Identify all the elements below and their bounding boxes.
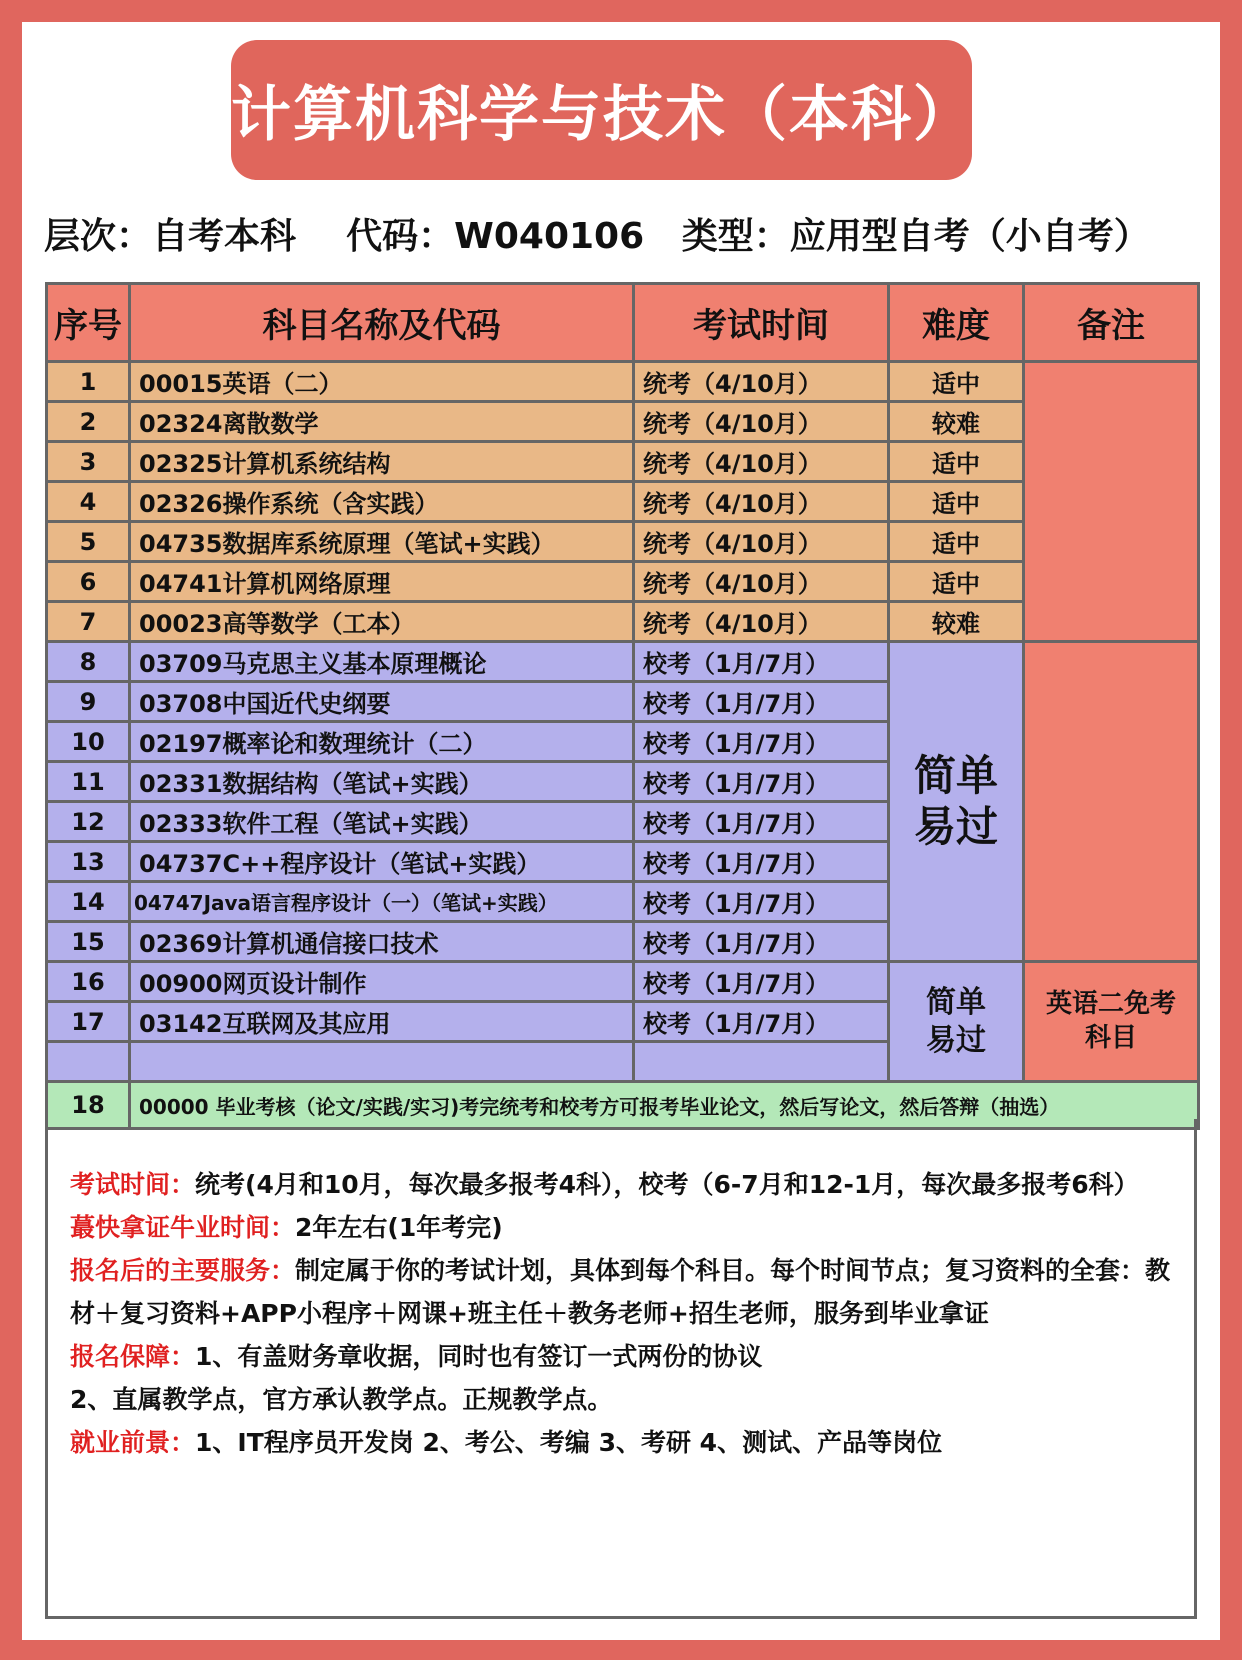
info-jobs: 就业前景：1、IT程序员开发岗 2、考公、考编 3、考研 4、测试、产品等岗位 xyxy=(70,1428,943,1457)
exam-time: 校考（1月/7月） xyxy=(634,922,889,962)
row-number: 16 xyxy=(47,962,130,1002)
course-name: 04741计算机网络原理 xyxy=(130,562,634,602)
row-number: 15 xyxy=(47,922,130,962)
row-number: 18 xyxy=(47,1082,130,1129)
row-number: 7 xyxy=(47,602,130,642)
row-number: 11 xyxy=(47,762,130,802)
exam-time: 校考（1月/7月） xyxy=(634,1002,889,1042)
difficulty: 较难 xyxy=(889,402,1024,442)
row-number: 17 xyxy=(47,1002,130,1042)
table-row xyxy=(47,642,1199,682)
exam-time: 统考（4/10月） xyxy=(634,402,889,442)
header-cell: 科目名称及代码 xyxy=(130,284,634,362)
row-number: 5 xyxy=(47,522,130,562)
page-title: 计算机科学与技术（本科） xyxy=(231,40,972,180)
course-name: 00015英语（二） xyxy=(130,362,634,402)
course-name: 04737C++程序设计（笔试+实践） xyxy=(130,842,634,882)
header-cell: 难度 xyxy=(889,284,1024,362)
exam-time: 校考（1月/7月） xyxy=(634,802,889,842)
row-number: 4 xyxy=(47,482,130,522)
exam-time: 统考（4/10月） xyxy=(634,442,889,482)
difficulty: 适中 xyxy=(889,562,1024,602)
course-name: 03708中国近代史纲要 xyxy=(130,682,634,722)
course-name: 00023高等数学（工本） xyxy=(130,602,634,642)
row-number: 6 xyxy=(47,562,130,602)
info-guarantee: 报名保障：1、有盖财务章收据，同时也有签订一式两份的协议 xyxy=(70,1342,763,1371)
header-cell: 序号 xyxy=(47,284,130,362)
difficulty: 适中 xyxy=(889,362,1024,402)
graduation-text: 00000 毕业考核（论文/实践/实习)考完统考和校考方可报考毕业论文，然后写论文，然后答辩（抽选） xyxy=(130,1082,1199,1129)
course-name: 02324离散数学 xyxy=(130,402,634,442)
remark-cell xyxy=(1024,642,1199,962)
course-name: 02197概率论和数理统计（二） xyxy=(130,722,634,762)
row-number: 2 xyxy=(47,402,130,442)
row-number: 9 xyxy=(47,682,130,722)
exam-time: 校考（1月/7月） xyxy=(634,682,889,722)
remark-cell xyxy=(1024,362,1199,642)
table-row xyxy=(47,962,1199,1002)
info-exam-time: 考试时间：统考(4月和10月，每次最多报考4科），校考（6-7月和12-1月，每次最多报考6科） xyxy=(70,1170,1139,1199)
difficulty: 适中 xyxy=(889,442,1024,482)
course-name: 02325计算机系统结构 xyxy=(130,442,634,482)
course-name: 02331数据结构（笔试+实践） xyxy=(130,762,634,802)
exam-time: 校考（1月/7月） xyxy=(634,842,889,882)
table-header xyxy=(47,284,1199,362)
exam-time: 统考（4/10月） xyxy=(634,482,889,522)
exam-time: 校考（1月/7月） xyxy=(634,722,889,762)
exam-time: 校考（1月/7月） xyxy=(634,882,889,922)
course-name: 02333软件工程（笔试+实践） xyxy=(130,802,634,842)
info-guarantee-2: 2、直属教学点，官方承认教学点。正规教学点。 xyxy=(70,1385,613,1414)
subtitle: 层次：自考本科 代码：W040106 类型：应用型自考（小自考） xyxy=(44,216,1150,257)
row-number: 14 xyxy=(47,882,130,922)
course-name: 02369计算机通信接口技术 xyxy=(130,922,634,962)
course-table xyxy=(45,282,1200,1130)
difficulty: 适中 xyxy=(889,482,1024,522)
exam-time: 统考（4/10月） xyxy=(634,362,889,402)
course-name: 03142互联网及其应用 xyxy=(130,1002,634,1042)
info-service: 报名后的主要服务：制定属于你的考试计划，具体到每个科目。每个时间节点；复习资料的全套：教材＋复习资料+APP小程序＋网课+班主任＋教务老师+招生老师，服务到毕业拿证 xyxy=(70,1256,1171,1328)
difficulty-group: 简单易过 xyxy=(889,642,1024,962)
course-name: 03709马克思主义基本原理概论 xyxy=(130,642,634,682)
row-number: 3 xyxy=(47,442,130,482)
header-cell: 备注 xyxy=(1024,284,1199,362)
header-cell: 考试时间 xyxy=(634,284,889,362)
difficulty: 适中 xyxy=(889,522,1024,562)
difficulty-group-2: 简单易过 xyxy=(889,962,1024,1082)
exam-time: 统考（4/10月） xyxy=(634,562,889,602)
course-name: 04747Java语言程序设计（一）（笔试+实践） xyxy=(130,882,634,922)
row-number: 13 xyxy=(47,842,130,882)
row-number: 10 xyxy=(47,722,130,762)
exam-time: 校考（1月/7月） xyxy=(634,962,889,1002)
row-number: 12 xyxy=(47,802,130,842)
exam-time: 统考（4/10月） xyxy=(634,522,889,562)
course-name: 00900网页设计制作 xyxy=(130,962,634,1002)
difficulty: 较难 xyxy=(889,602,1024,642)
info-fastest: 蕞快拿证牛业时间：2年左右(1年考完) xyxy=(70,1213,503,1242)
course-name: 02326操作系统（含实践） xyxy=(130,482,634,522)
row-number: 8 xyxy=(47,642,130,682)
exam-time: 统考（4/10月） xyxy=(634,602,889,642)
remark-english-exempt: 英语二免考科目 xyxy=(1024,962,1199,1082)
exam-time: 校考（1月/7月） xyxy=(634,642,889,682)
info-section xyxy=(45,1119,1197,1619)
course-name: 04735数据库系统原理（笔试+实践） xyxy=(130,522,634,562)
table-row xyxy=(47,362,1199,402)
exam-time: 校考（1月/7月） xyxy=(634,762,889,802)
row-number: 1 xyxy=(47,362,130,402)
